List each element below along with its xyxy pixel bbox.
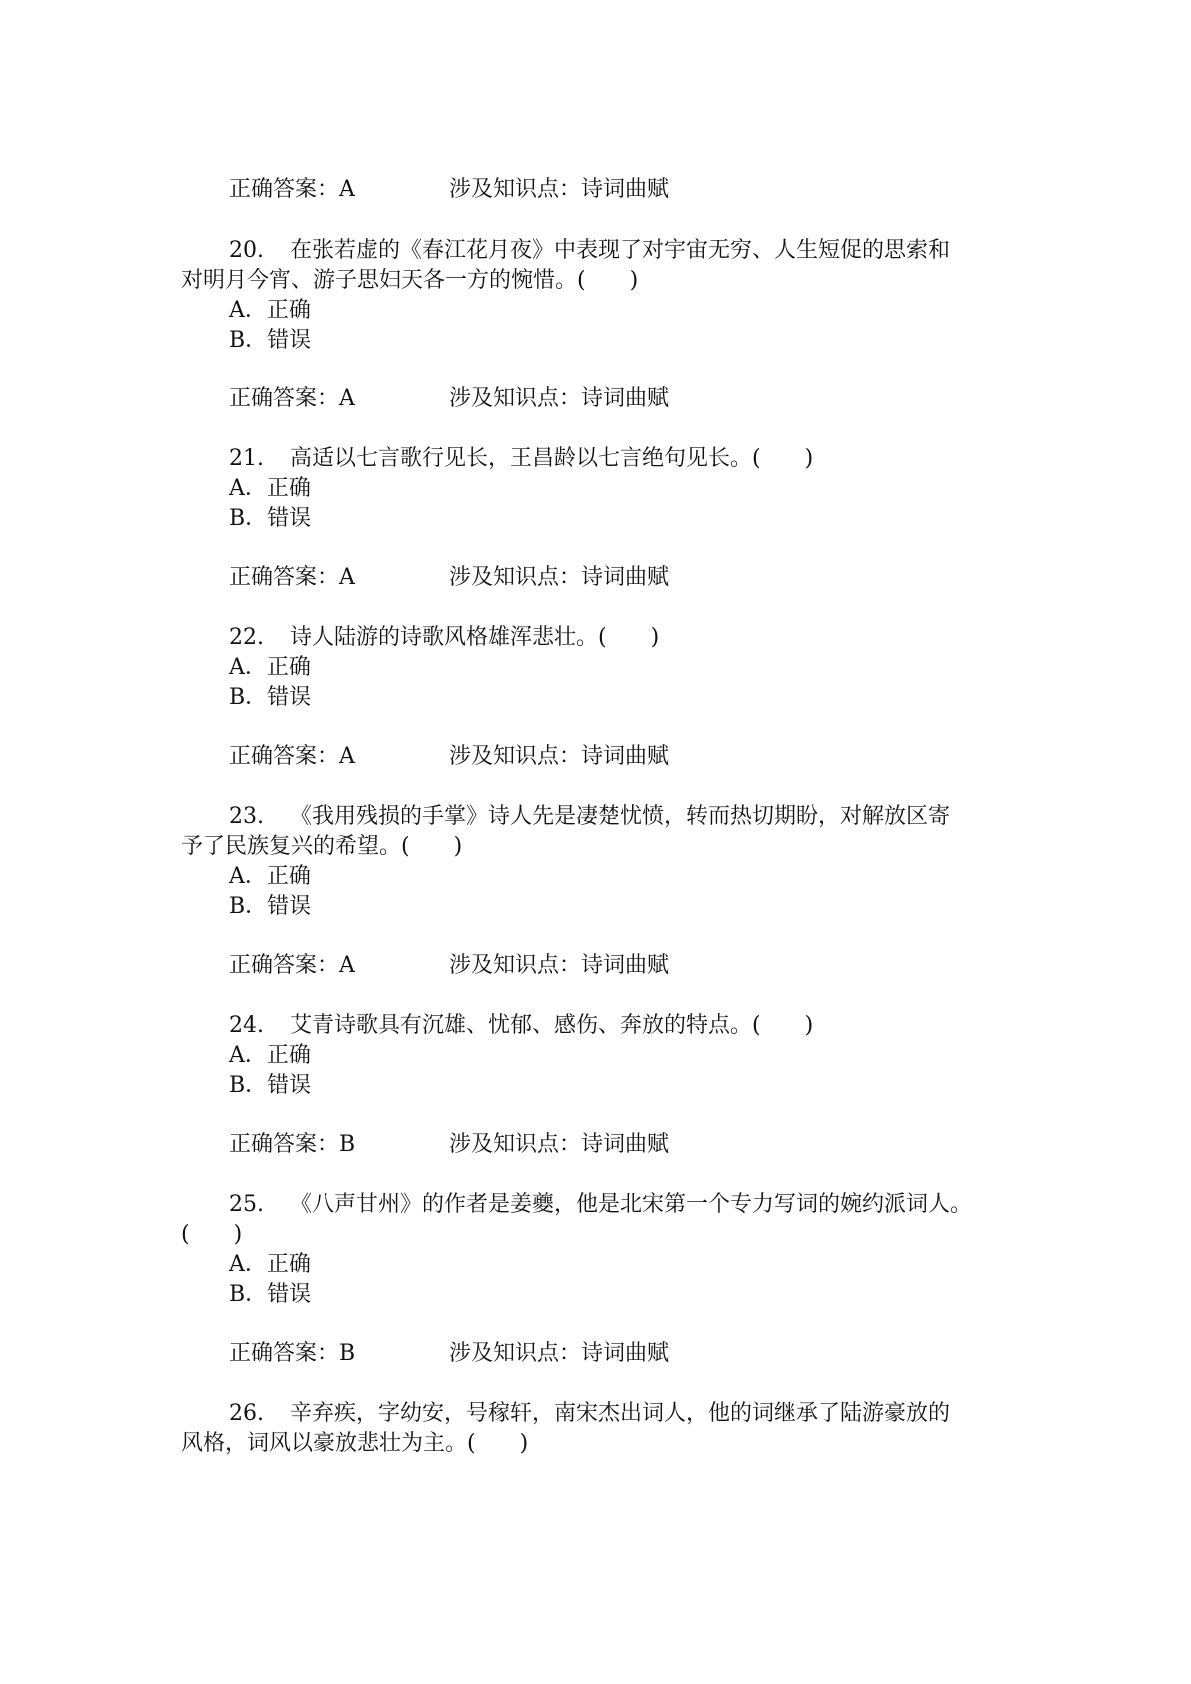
question-text: 在张若虚的《春江花月夜》中表现了对宇宙无穷、人生短促的思索和 <box>290 238 951 263</box>
question-text: 诗人陆游的诗歌风格雄浑悲壮。( ) <box>290 625 660 650</box>
knowledge-topic: 涉及知识点：诗词曲赋 <box>449 565 670 590</box>
question-number: 25. <box>229 1192 264 1217</box>
knowledge-topic: 涉及知识点：诗词曲赋 <box>449 953 670 978</box>
question-text: 艾青诗歌具有沉雄、忧郁、感伤、奔放的特点。( ) <box>290 1013 814 1038</box>
question-text: 高适以七言歌行见长，王昌龄以七言绝句见长。( ) <box>290 446 814 471</box>
question-text: 《我用残损的手掌》诗人先是凄楚忧愤，转而热切期盼，对解放区寄 <box>290 804 951 829</box>
knowledge-topic: 涉及知识点：诗词曲赋 <box>449 1341 670 1366</box>
question-text: 予了民族复兴的希望。( ) <box>181 834 463 859</box>
option-b: B．错误 <box>229 1073 312 1098</box>
option-b: B．错误 <box>229 894 312 919</box>
option-a: A．正确 <box>229 298 311 323</box>
knowledge-topic: 涉及知识点：诗词曲赋 <box>449 1132 670 1157</box>
knowledge-topic: 涉及知识点：诗词曲赋 <box>449 744 670 769</box>
question-text: 风格，词风以豪放悲壮为主。( ) <box>181 1431 529 1456</box>
question-text: 对明月今宵、游子思妇天各一方的惋惜。( ) <box>181 268 639 293</box>
answer-label: 正确答案：A <box>229 744 355 769</box>
question-number: 21. <box>229 446 264 471</box>
option-b: B．错误 <box>229 1282 312 1307</box>
question-text: 《八声甘州》的作者是姜夔，他是北宋第一个专力写词的婉约派词人。 <box>290 1192 973 1217</box>
option-a: A．正确 <box>229 1252 311 1277</box>
question-number: 24. <box>229 1013 264 1038</box>
question-number: 23. <box>229 804 264 829</box>
answer-label: 正确答案：A <box>229 386 355 411</box>
answer-label: 正确答案：A <box>229 177 355 202</box>
option-a: A．正确 <box>229 1043 311 1068</box>
question-number: 22. <box>229 625 264 650</box>
option-b: B．错误 <box>229 506 312 531</box>
knowledge-topic: 涉及知识点：诗词曲赋 <box>449 177 670 202</box>
answer-label: 正确答案：A <box>229 953 355 978</box>
answer-label: 正确答案：B <box>229 1132 356 1157</box>
answer-label: 正确答案：A <box>229 565 355 590</box>
option-a: A．正确 <box>229 655 311 680</box>
question-text: 辛弃疾，字幼安，号稼轩，南宋杰出词人，他的词继承了陆游豪放的 <box>290 1401 951 1426</box>
knowledge-topic: 涉及知识点：诗词曲赋 <box>449 386 670 411</box>
question-number: 26. <box>229 1401 264 1426</box>
answer-label: 正确答案：B <box>229 1341 356 1366</box>
option-a: A．正确 <box>229 476 311 501</box>
option-a: A．正确 <box>229 864 311 889</box>
question-number: 20. <box>229 238 264 263</box>
question-text: ( ) <box>181 1222 243 1247</box>
option-b: B．错误 <box>229 685 312 710</box>
option-b: B．错误 <box>229 328 312 353</box>
